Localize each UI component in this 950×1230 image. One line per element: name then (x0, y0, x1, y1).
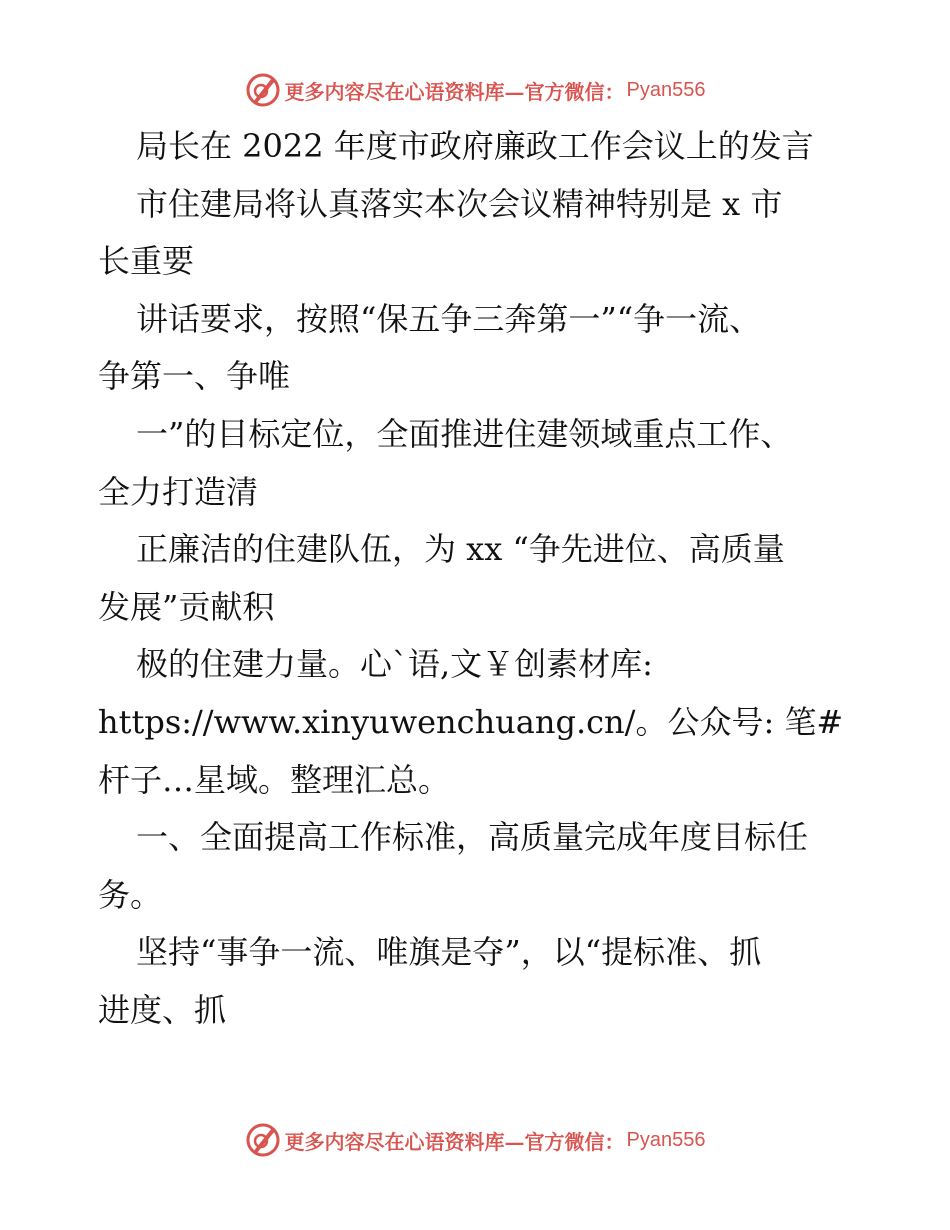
section-heading: 一、全面提高工作标准，高质量完成年度目标任 (136, 818, 809, 857)
paragraph-line: 杆子…星域。整理汇总。 (98, 760, 451, 799)
footer-banner (0, 1118, 950, 1162)
footer-wechat-account: Pyan556 (626, 1128, 706, 1151)
section-heading-cont: 务。 (98, 875, 163, 914)
paragraph-line: 极的住建力量。心`语,文￥创素材库: (136, 645, 653, 684)
paragraph-line: 坚持“事争一流、唯旗是夺”，以“提标准、抓 (136, 933, 762, 972)
footer-banner-text: 更多内容尽在心语资料库—官方微信： (284, 1129, 625, 1154)
pen-logo-icon (245, 72, 281, 108)
paragraph-line: 市住建局将认真落实本次会议精神特别是 x 市 (136, 184, 783, 223)
paragraph-line: 进度、抓 (98, 990, 227, 1029)
paragraph-line: 发展”贡献积 (98, 587, 275, 626)
paragraph-line: 正廉洁的住建队伍，为 xx “争先进位、高质量 (136, 530, 785, 569)
paragraph-line: 全力打造清 (98, 472, 259, 511)
paragraph-line: 讲话要求，按照“保五争三奔第一”“争一流、 (136, 299, 762, 338)
document-title: 局长在 2022 年度市政府廉政工作会议上的发言 (136, 127, 814, 165)
header-wechat-account: Pyan556 (626, 78, 706, 101)
pen-logo-icon (245, 1122, 281, 1158)
paragraph-line: 一”的目标定位，全面推进住建领域重点工作、 (136, 414, 793, 453)
header-banner (0, 68, 950, 112)
header-banner-text: 更多内容尽在心语资料库—官方微信： (284, 79, 625, 104)
document-body (98, 118, 858, 1040)
paragraph-line: https://www.xinyuwenchuang.cn/。公众号: 笔# (98, 702, 844, 741)
paragraph-line: 长重要 (98, 242, 195, 281)
paragraph-line: 争第一、争唯 (98, 357, 291, 396)
